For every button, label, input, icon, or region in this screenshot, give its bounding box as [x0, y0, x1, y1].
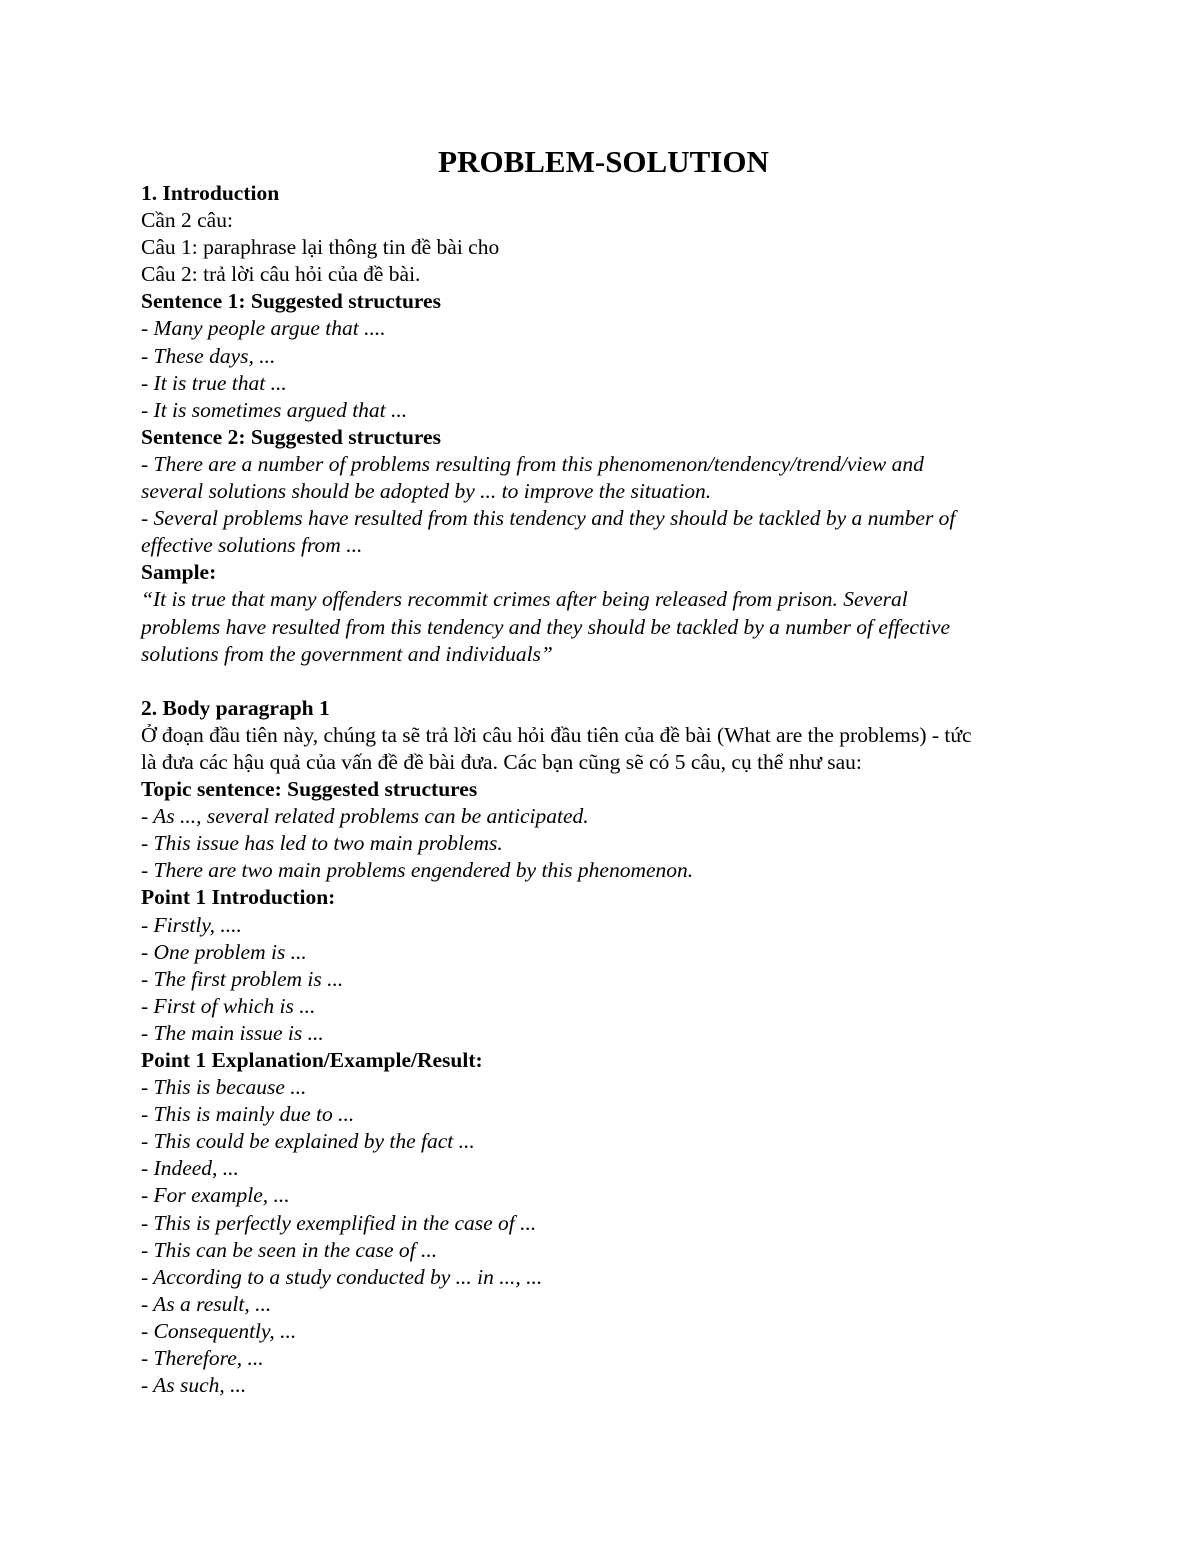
- structure-item: - For example, ...: [141, 1183, 290, 1208]
- section-heading: 2. Body paragraph 1: [141, 695, 330, 720]
- text-line: là đưa các hậu quả của vấn đề đề bài đưa. Các bạn cũng sẽ có 5 câu, cụ thể như sau:: [141, 749, 862, 774]
- document-page: [141, 144, 1066, 1399]
- structure-item: - According to a study conducted by ... in ..., ...: [141, 1264, 543, 1289]
- text-line: Cần 2 câu:: [141, 208, 233, 233]
- structure-item: - As ..., several related problems can be anticipated.: [141, 804, 589, 829]
- subheading: Sample:: [141, 560, 217, 585]
- structure-item: - One problem is ...: [141, 939, 307, 964]
- structure-item: - This issue has led to two main problems.: [141, 831, 503, 856]
- structure-item: - Consequently, ...: [141, 1318, 297, 1343]
- section-heading: 1. Introduction: [141, 181, 280, 205]
- structure-item: - It is sometimes argued that ...: [141, 397, 408, 422]
- sample-line: “It is true that many offenders recommit crimes after being released from prison. Several: [141, 587, 908, 612]
- structure-item: - Several problems have resulted from this tendency and they should be tackled by a number of: [141, 506, 956, 531]
- structure-item: - First of which is ...: [141, 993, 316, 1018]
- text-line: Ở đoạn đầu tiên này, chúng ta sẽ trả lời câu hỏi đầu tiên của đề bài (What are the problems) - tức: [141, 722, 972, 747]
- structure-item: - These days, ...: [141, 343, 276, 368]
- subheading: Point 1 Explanation/Example/Result:: [141, 1048, 483, 1072]
- text-line: Câu 1: paraphrase lại thông tin đề bài cho: [141, 235, 500, 260]
- structure-item: - This is because ...: [141, 1075, 307, 1100]
- structure-item: - This is perfectly exemplified in the case of ...: [141, 1210, 537, 1235]
- structure-item: - As a result, ...: [141, 1291, 272, 1316]
- sample-line: solutions from the government and individuals”: [141, 641, 553, 666]
- structure-item: - The first problem is ...: [141, 966, 344, 991]
- text-line: Câu 2: trả lời câu hỏi của đề bài.: [141, 262, 421, 287]
- structure-item: - This is mainly due to ...: [141, 1102, 355, 1127]
- sample-line: problems have resulted from this tendency and they should be tackled by a number of effective: [141, 614, 951, 639]
- structure-item: - This can be seen in the case of ...: [141, 1237, 438, 1262]
- structure-item: - This could be explained by the fact ...: [141, 1129, 475, 1154]
- structure-item: - Therefore, ...: [141, 1346, 264, 1371]
- structure-item: - The main issue is ...: [141, 1020, 324, 1045]
- structure-item: - It is true that ...: [141, 370, 287, 395]
- structure-item: effective solutions from ...: [141, 533, 363, 558]
- subheading: Sentence 1: Suggested structures: [141, 289, 441, 314]
- structure-item: several solutions should be adopted by ... to improve the situation.: [141, 479, 712, 504]
- subheading: Sentence 2: Suggested structures: [141, 424, 441, 449]
- section-introduction: [141, 180, 1066, 668]
- blank-line: [141, 668, 1066, 695]
- structure-item: - Many people argue that ....: [141, 316, 386, 341]
- section-body-paragraph-1: [141, 695, 1066, 1399]
- structure-item: - Firstly, ....: [141, 912, 242, 937]
- structure-item: - There are two main problems engendered by this phenomenon.: [141, 858, 694, 883]
- subheading: Point 1 Introduction:: [141, 885, 336, 910]
- structure-item: - Indeed, ...: [141, 1156, 239, 1181]
- structure-item: - There are a number of problems resulting from this phenomenon/tendency/trend/view and: [141, 451, 924, 476]
- structure-item: - As such, ...: [141, 1373, 247, 1398]
- document-title: PROBLEM-SOLUTION: [438, 144, 769, 179]
- subheading: Topic sentence: Suggested structures: [141, 777, 478, 802]
